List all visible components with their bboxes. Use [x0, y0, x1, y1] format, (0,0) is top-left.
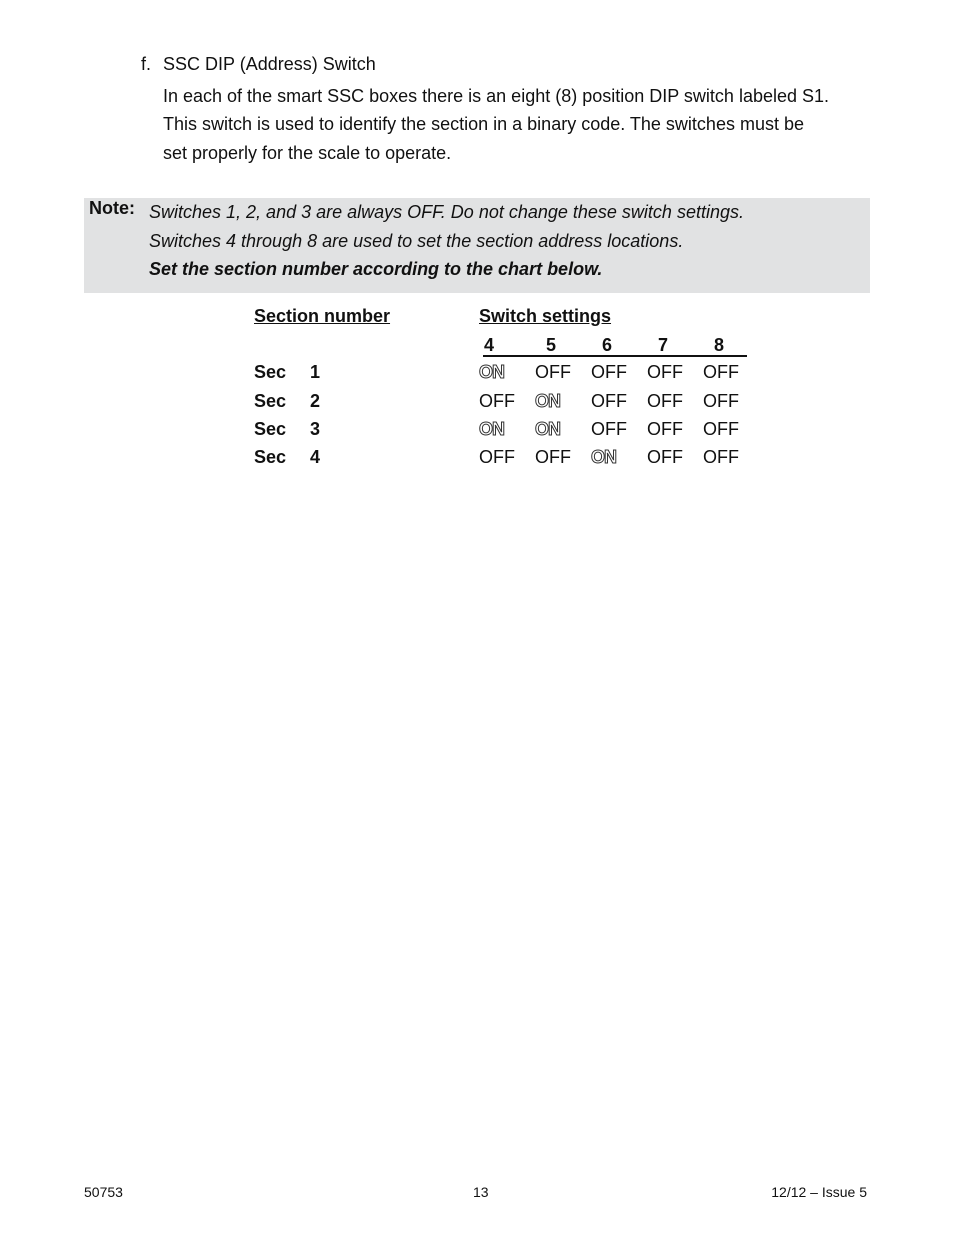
switch-on-cell: ON [479, 419, 504, 439]
section-title: SSC DIP (Address) Switch [163, 54, 376, 74]
switch-header-rule [483, 355, 747, 357]
row-section-number: 3 [310, 419, 321, 439]
switch-on-cell: ON [591, 447, 616, 467]
paragraph-line: set properly for the scale to operate. [163, 142, 452, 163]
paragraph-line: This switch is used to identify the section in a binary code. The switches must be [163, 114, 804, 135]
switch-off-cell: OFF [479, 391, 515, 411]
footer-issue: 12/12 – Issue 5 [771, 1184, 867, 1200]
switch-off-cell: OFF [591, 419, 627, 439]
switch-number: 4 [483, 335, 494, 355]
footer-doc-number: 50753 [84, 1184, 123, 1200]
switch-off-cell: OFF [703, 419, 739, 439]
switch-number: 5 [545, 335, 556, 355]
note-line: Switches 1, 2, and 3 are always OFF. Do not change these switch settings. [149, 202, 744, 222]
row-label: Sec [254, 419, 287, 439]
note-emphasis: Set the section number according to the chart below. [149, 259, 603, 279]
switch-off-cell: OFF [591, 362, 627, 382]
switch-on-cell: ON [535, 391, 560, 411]
switch-off-cell: OFF [535, 447, 571, 467]
switch-off-cell: OFF [479, 447, 515, 467]
switch-on-cell: ON [535, 419, 560, 439]
row-label: Sec [254, 447, 287, 467]
note-label: Note: [89, 198, 135, 218]
switch-number: 7 [657, 335, 668, 355]
section-paragraph [163, 82, 883, 167]
footer-page-number: 13 [473, 1184, 489, 1200]
switch-off-cell: OFF [647, 362, 683, 382]
switch-number: 8 [713, 335, 724, 355]
paragraph-line: In each of the smart SSC boxes there is an eight (8) position DIP switch labeled S1. [163, 86, 830, 106]
switch-on-cell: ON [479, 362, 504, 382]
list-marker: f. [141, 54, 152, 74]
header-switch-settings: Switch settings [479, 306, 612, 326]
switch-off-cell: OFF [535, 362, 571, 382]
switch-off-cell: OFF [703, 362, 739, 382]
note-line: Switches 4 through 8 are used to set the section address locations. [149, 230, 684, 251]
switch-off-cell: OFF [703, 391, 739, 411]
row-label: Sec [254, 391, 287, 411]
row-section-number: 2 [310, 391, 321, 411]
switch-off-cell: OFF [647, 447, 683, 467]
note-text [149, 198, 744, 284]
header-section-number: Section number [254, 306, 391, 326]
row-section-number: 4 [310, 447, 321, 467]
row-label: Sec [254, 362, 287, 382]
switch-off-cell: OFF [703, 447, 739, 467]
switch-number: 6 [601, 335, 612, 355]
switch-off-cell: OFF [647, 419, 683, 439]
switch-off-cell: OFF [591, 391, 627, 411]
switch-off-cell: OFF [647, 391, 683, 411]
row-section-number: 1 [310, 362, 321, 382]
